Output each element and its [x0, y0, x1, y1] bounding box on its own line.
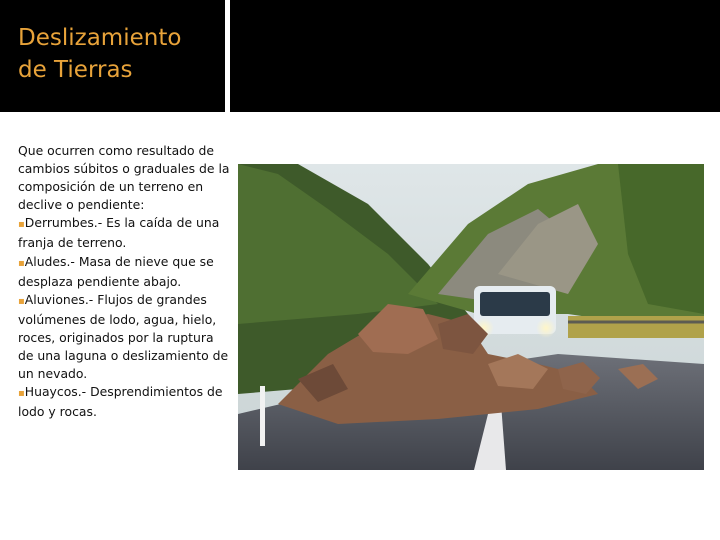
header-bar — [230, 0, 720, 112]
title-line-2: de Tierras — [18, 57, 133, 83]
bullet-item-aluviones: ▪Aluviones.- Flujos de grandes volúmenes de lodo, agua, hielo, roces, originados por la ruptura de una laguna o deslizamiento de un nevado. — [18, 291, 229, 382]
bullet-item-aludes: ▪Aludes.- Masa de nieve que se desplaza pendiente abajo. — [18, 253, 214, 289]
bullet-item-derrumbes: ▪Derrumbes.- Es la caída de una franja de terreno. — [18, 215, 220, 251]
title-box — [0, 0, 225, 112]
bullet-icon: ▪ — [18, 219, 25, 231]
intro-text: Que ocurren como resultado de cambios súbitos o graduales de la composición de un terreno en declive o pendiente: — [18, 143, 230, 213]
body-text — [18, 142, 232, 421]
landslide-photo — [238, 164, 704, 470]
slide-title — [18, 22, 181, 86]
bullet-item-huaycos: ▪Huaycos.- Desprendimientos de lodo y rocas. — [18, 384, 223, 420]
bullet-icon: ▪ — [18, 257, 25, 269]
bullet-icon: ▪ — [18, 388, 25, 400]
title-line-1: Deslizamiento — [18, 25, 182, 51]
bullet-icon: ▪ — [18, 295, 25, 307]
